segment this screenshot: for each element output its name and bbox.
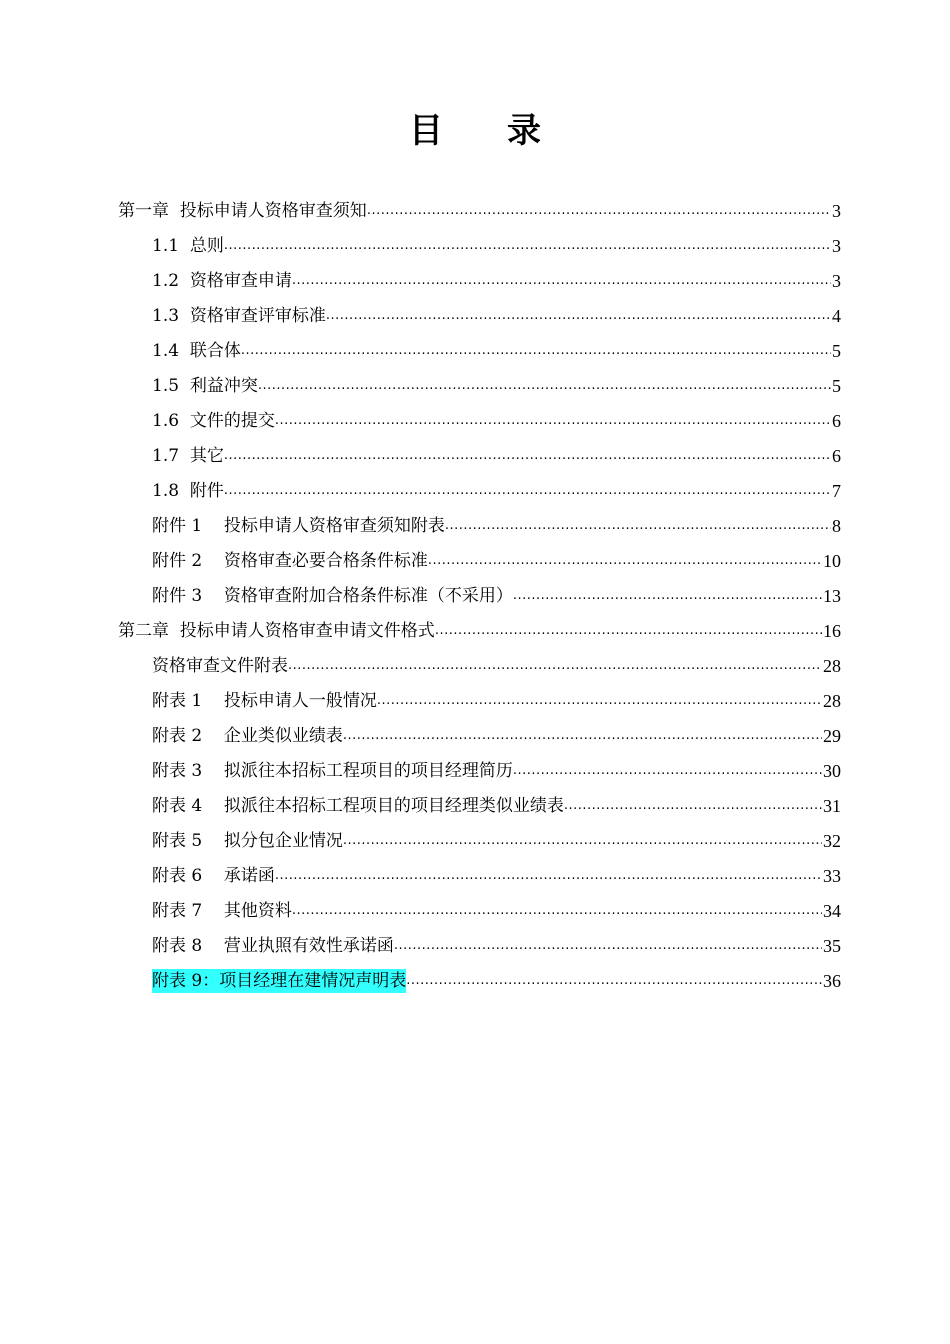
toc-entry-page-number: 35 xyxy=(823,936,841,956)
toc-entry[interactable] xyxy=(152,473,841,503)
toc-entry-label: 1.2 资格审查申请 xyxy=(152,271,292,291)
toc-dot-leader xyxy=(513,761,822,781)
toc-entry-page-number: 3 xyxy=(832,271,841,291)
toc-entry-label: 附表 3 拟派往本招标工程项目的项目经理简历 xyxy=(152,761,513,781)
toc-entry[interactable] xyxy=(152,298,841,328)
toc-entry-label: 附表 4 拟派往本招标工程项目的项目经理类似业绩表 xyxy=(152,796,564,816)
toc-entry-page-number: 5 xyxy=(832,341,841,361)
toc-entry[interactable] xyxy=(152,683,841,713)
toc-entry-page-number: 30 xyxy=(823,761,841,781)
toc-entry-page-number: 8 xyxy=(832,516,841,536)
toc-entry-page-number: 6 xyxy=(832,446,841,466)
toc-entry[interactable] xyxy=(118,193,841,223)
toc-entry-page-number: 5 xyxy=(832,376,841,396)
toc-dot-leader xyxy=(224,236,831,256)
toc-dot-leader xyxy=(275,866,822,886)
toc-dot-leader xyxy=(241,341,831,361)
toc-title: 目录 xyxy=(409,111,605,151)
toc-entry[interactable] xyxy=(152,893,841,923)
toc-dot-leader xyxy=(367,201,831,221)
toc-entry[interactable] xyxy=(152,263,841,293)
toc-entry-label: 附表 7 其他资料 xyxy=(152,901,292,921)
toc-entry[interactable] xyxy=(152,823,841,853)
toc-entry[interactable] xyxy=(152,508,841,538)
toc-entry-label: 1.4 联合体 xyxy=(152,341,241,361)
toc-entry[interactable] xyxy=(152,403,841,433)
toc-entry-label: 附表 5 拟分包企业情况 xyxy=(152,831,343,851)
toc-entry-label: 附件 3 资格审查附加合格条件标准（不采用） xyxy=(152,586,513,606)
toc-dot-leader xyxy=(275,411,831,431)
toc-entry-label: 第二章 投标申请人资格审查申请文件格式 xyxy=(118,621,435,641)
toc-entry[interactable] xyxy=(152,333,841,363)
toc-entry[interactable] xyxy=(152,718,841,748)
toc-entry-label: 附件 1 投标申请人资格审查须知附表 xyxy=(152,516,445,536)
toc-entry-label: 资格审查文件附表 xyxy=(152,656,288,676)
toc-entry-label: 1.1 总则 xyxy=(152,236,224,256)
toc-dot-leader xyxy=(258,376,831,396)
toc-entry-label: 附表 1 投标申请人一般情况 xyxy=(152,691,377,711)
toc-dot-leader xyxy=(343,831,822,851)
toc-entry[interactable] xyxy=(152,648,841,678)
toc-dot-leader xyxy=(343,726,822,746)
toc-entry-page-number: 3 xyxy=(832,236,841,256)
toc-entry[interactable] xyxy=(152,578,841,608)
toc-entry-label: 附件 2 资格审查必要合格条件标准 xyxy=(152,551,428,571)
toc-entry-page-number: 33 xyxy=(823,866,841,886)
toc-entry-label: 1.5 利益冲突 xyxy=(152,376,258,396)
toc-entry-page-number: 6 xyxy=(832,411,841,431)
toc-entry-page-number: 4 xyxy=(832,306,841,326)
toc-entry[interactable] xyxy=(152,753,841,783)
toc-entry-label: 1.3 资格审查评审标准 xyxy=(152,306,326,326)
toc-dot-leader xyxy=(292,901,822,921)
toc-entry-page-number: 29 xyxy=(823,726,841,746)
toc-dot-leader xyxy=(406,971,822,991)
toc-dot-leader xyxy=(224,481,831,501)
toc-entry-page-number: 28 xyxy=(823,656,841,676)
toc-entry-label: 附表 6 承诺函 xyxy=(152,866,275,886)
toc-dot-leader xyxy=(292,271,831,291)
toc-entry-label: 1.8 附件 xyxy=(152,481,224,501)
toc-entry-page-number: 36 xyxy=(823,971,841,991)
toc-entry-label: 附表 9：项目经理在建情况声明表 xyxy=(152,971,407,991)
toc-entry[interactable] xyxy=(152,788,841,818)
toc-dot-leader xyxy=(564,796,822,816)
toc-entry-page-number: 16 xyxy=(823,621,841,641)
toc-entry[interactable] xyxy=(152,368,841,398)
toc-dot-leader xyxy=(513,586,822,606)
toc-entry[interactable] xyxy=(118,613,841,643)
toc-entry-page-number: 10 xyxy=(823,551,841,571)
toc-dot-leader xyxy=(394,936,822,956)
toc-dot-leader xyxy=(224,446,831,466)
toc-entry-page-number: 32 xyxy=(823,831,841,851)
toc-entry[interactable] xyxy=(152,543,841,573)
toc-dot-leader xyxy=(288,656,822,676)
toc-entry[interactable] xyxy=(152,228,841,258)
toc-entry-page-number: 28 xyxy=(823,691,841,711)
toc-entry[interactable] xyxy=(152,858,841,888)
toc-entry-label: 1.7 其它 xyxy=(152,446,224,466)
toc-entry-label: 附表 8 营业执照有效性承诺函 xyxy=(152,936,394,956)
toc-dot-leader xyxy=(428,551,822,571)
toc-dot-leader xyxy=(435,621,822,641)
toc-dot-leader xyxy=(377,691,822,711)
toc-entry-page-number: 3 xyxy=(832,201,841,221)
toc-entry-page-number: 34 xyxy=(823,901,841,921)
toc-entry-page-number: 7 xyxy=(832,481,841,501)
toc-entry-label: 1.6 文件的提交 xyxy=(152,411,275,431)
toc-entry-page-number: 13 xyxy=(823,586,841,606)
toc-entry[interactable] xyxy=(152,928,841,958)
toc-entry[interactable] xyxy=(152,963,841,993)
toc-entry-page-number: 31 xyxy=(823,796,841,816)
toc-entry-label: 第一章 投标申请人资格审查须知 xyxy=(118,201,367,221)
toc-entry-label: 附表 2 企业类似业绩表 xyxy=(152,726,343,746)
toc-entry[interactable] xyxy=(152,438,841,468)
toc-dot-leader xyxy=(445,516,831,536)
toc-dot-leader xyxy=(326,306,831,326)
